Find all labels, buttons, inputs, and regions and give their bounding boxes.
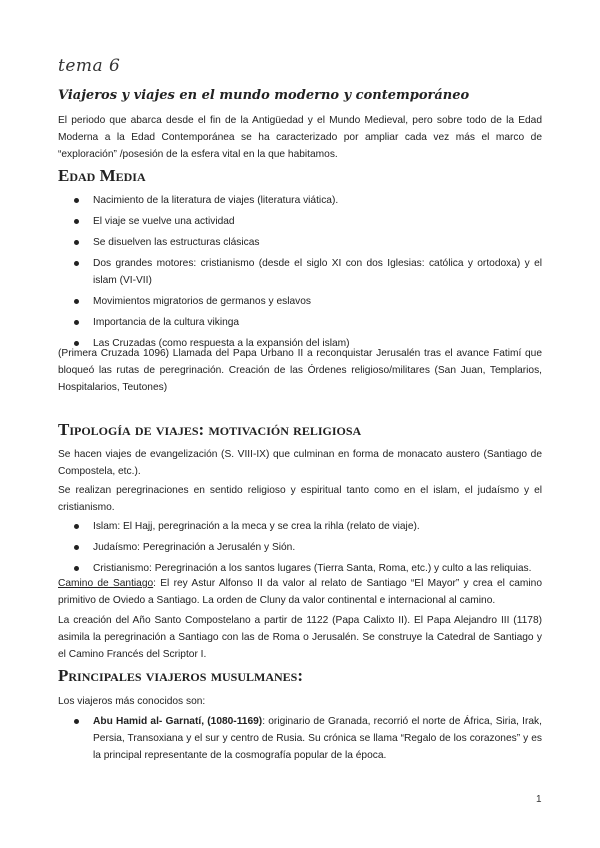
peregrinaciones-paragraph: Se realizan peregrinaciones en sentido religioso y espiritual tanto como en el islam, el judaísmo y el cristianismo. xyxy=(58,485,542,513)
camino-label: Camino de Santiago xyxy=(58,578,154,589)
list-item-text: Importancia de la cultura vikinga xyxy=(93,317,240,328)
intro-paragraph: El periodo que abarca desde el fin de la Antigüedad y el Mundo Medieval, pero sobre todo de la Edad Moderna a la Edad Contemporánea se ha caracterizado por ampliar cada vez más el marco de “exploración” /posesión de la esfera vital en la que habitamos. xyxy=(58,115,542,160)
bullet-icon xyxy=(74,198,79,203)
religion-list xyxy=(58,518,542,581)
document-title: tema 6 xyxy=(58,56,121,76)
traveler-name: Abu Hamid al- Garnatí, (1080-1169) xyxy=(93,716,263,727)
list-item xyxy=(58,539,542,556)
viajeros-intro: Los viajeros más conocidos son: xyxy=(58,696,206,707)
bullet-icon xyxy=(74,320,79,325)
list-item-text: Se disuelven las estructuras clásicas xyxy=(93,237,260,248)
ano-santo-paragraph: La creación del Año Santo Compostelano a partir de 1122 (Papa Calixto II). El Papa Alejandro III (1178) asimila la peregrinación a Santiago con las de Roma o Jerusalén. Se construye la Catedral de Santiago y el Camino Francés del Scriptor I. xyxy=(58,615,542,660)
page-number: 1 xyxy=(536,794,542,805)
list-item xyxy=(58,314,542,331)
bullet-icon xyxy=(74,240,79,245)
bullet-icon xyxy=(74,219,79,224)
section-heading-tipologia: Tipología de viajes: motivación religiosa xyxy=(58,420,362,439)
list-item xyxy=(58,255,542,289)
list-item xyxy=(58,192,542,209)
list-item-text: Las Cruzadas (como respuesta a la expansión del islam) xyxy=(93,338,350,349)
list-item xyxy=(58,518,542,535)
list-item xyxy=(58,213,542,230)
edad-media-list xyxy=(58,192,542,356)
list-item xyxy=(58,234,542,251)
list-item xyxy=(58,293,542,310)
camino-text: : El rey Astur Alfonso II da valor al relato de Santiago “El Mayor” y crea el camino primitivo de Oviedo a Santiago. La orden de Cluny da valor continental e internacional al camino. xyxy=(58,578,542,606)
section-heading-edad-media: Edad Media xyxy=(58,166,146,185)
list-item-text: Movimientos migratorios de germanos y eslavos xyxy=(93,296,311,307)
list-item-text: Dos grandes motores: cristianismo (desde el siglo XI con dos Iglesias: católica y ortodoxa) y el islam (VI-VII) xyxy=(93,258,542,286)
section-heading-viajeros: Principales viajeros musulmanes: xyxy=(58,666,304,685)
bullet-icon xyxy=(74,566,79,571)
traveler-description: : originario de Granada, recorrió el norte de África, Siria, Irak, Persia, Transoxiana y el sur y centro de Rusia. Su crónica se llama “Regalo de los corazones” y es la principal representante de la cosmografía popular de la época. xyxy=(93,716,542,761)
list-item xyxy=(58,713,542,764)
viajeros-list xyxy=(58,713,542,768)
bullet-icon xyxy=(74,719,79,724)
bullet-icon xyxy=(74,545,79,550)
document-subtitle: Viajeros y viajes en el mundo moderno y contemporáneo xyxy=(58,88,470,103)
list-item-text: El viaje se vuelve una actividad xyxy=(93,216,235,227)
list-item-text: Cristianismo: Peregrinación a los santos lugares (Tierra Santa, Roma, etc.) y culto a las reliquias. xyxy=(93,563,532,574)
bullet-icon xyxy=(74,524,79,529)
list-item-text: Nacimiento de la literatura de viajes (literatura viática). xyxy=(93,195,339,206)
camino-paragraph xyxy=(58,575,542,609)
cruzadas-paragraph: (Primera Cruzada 1096) Llamada del Papa Urbano II a reconquistar Jerusalén tras el avance Fatimí que bloqueó las rutas de peregrinación. Creación de las Órdenes religioso/militares (San Juan, Templarios, Hospitalarios, Teutones) xyxy=(58,348,542,393)
bullet-icon xyxy=(74,299,79,304)
list-item-text: Judaísmo: Peregrinación a Jerusalén y Sión. xyxy=(93,542,296,553)
bullet-icon xyxy=(74,261,79,266)
list-item-text: Islam: El Hajj, peregrinación a la meca y se crea la rihla (relato de viaje). xyxy=(93,521,420,532)
evangelizacion-paragraph: Se hacen viajes de evangelización (S. VIII-IX) que culminan en forma de monacato austero (Santiago de Compostela, etc.). xyxy=(58,449,542,477)
